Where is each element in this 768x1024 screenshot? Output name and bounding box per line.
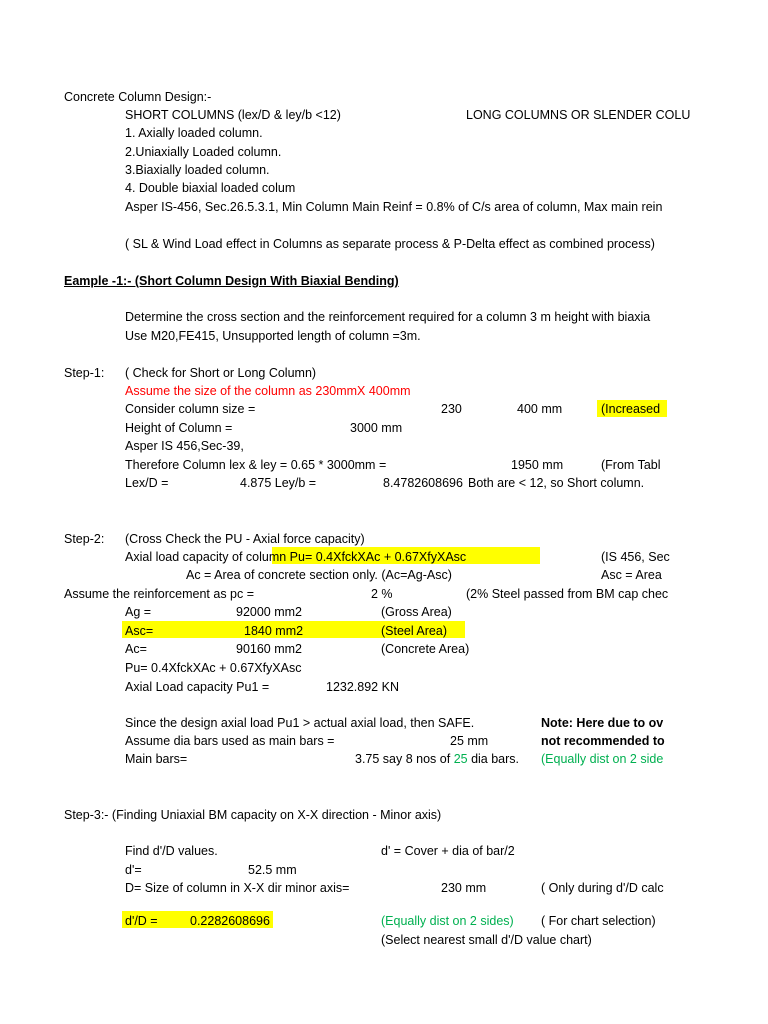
- dprime-definition: d' = Cover + dia of bar/2: [381, 844, 515, 858]
- dia-label: Assume dia bars used as main bars =: [125, 734, 335, 748]
- pc-note: (2% Steel passed from BM cap chec: [466, 587, 669, 601]
- pu1-value: 1232.892 KN: [326, 680, 399, 694]
- axial-capacity-text: Axial load capacity of column Pu= 0.4XfckXAc + 0.67XfyXAsc: [125, 550, 467, 564]
- equally-distributed-note-2: (Equally dist on 2 sides): [381, 914, 514, 928]
- dprime-label: d'=: [125, 863, 142, 877]
- example-description: Determine the cross section and the reinforcement required for a column 3 m height with biaxia: [125, 310, 651, 324]
- size-b-value: 230: [441, 402, 462, 416]
- ac-definition: Ac = Area of concrete section only. (Ac=Ag-Asc): [186, 568, 452, 582]
- dsize-label: D= Size of column in X-X dir minor axis=: [125, 881, 350, 895]
- asc-note: (Steel Area): [381, 624, 448, 638]
- height-label: Height of Column =: [125, 421, 233, 435]
- ratio-label: d'/D =: [125, 914, 158, 928]
- asc-label: Asc=: [125, 624, 154, 638]
- short-columns-heading: SHORT COLUMNS (lex/D & ley/b <12): [125, 108, 341, 122]
- dia-value: 25 mm: [450, 734, 489, 748]
- main-bars-label: Main bars=: [125, 752, 188, 766]
- lexd-label: Lex/D =: [125, 476, 169, 490]
- list-item: 4. Double biaxial loaded colum: [125, 181, 296, 195]
- asc-definition: Asc = Area: [601, 568, 662, 582]
- asper-note: Asper IS-456, Sec.26.5.3.1, Min Column Main Reinf = 0.8% of C/s area of column, Max main rein: [125, 200, 663, 214]
- size-d-value: 400 mm: [517, 402, 563, 416]
- ratio-value: 0.2282608696: [190, 914, 270, 928]
- leyb-value: 8.4782608696: [383, 476, 463, 490]
- lex-value: 1950 mm: [511, 458, 564, 472]
- intro-title: Concrete Column Design:-: [64, 90, 212, 104]
- asc-value: 1840 mm2: [244, 624, 304, 638]
- step2-label: Step-2:: [64, 532, 105, 546]
- assume-pc-label: Assume the reinforcement as pc =: [64, 587, 255, 601]
- pu1-label: Axial Load capacity Pu1 =: [125, 680, 270, 694]
- increased-note: (Increased: [601, 402, 661, 416]
- step1-label: Step-1:: [64, 366, 105, 380]
- select-chart-note: (Select nearest small d'/D value chart): [381, 933, 592, 947]
- ag-note: (Gross Area): [381, 605, 452, 619]
- short-column-result: Both are < 12, so Short column.: [468, 476, 645, 490]
- pu-formula: Pu= 0.4XfckXAc + 0.67XfyXAsc: [125, 661, 302, 675]
- lex-label: Therefore Column lex & ley = 0.65 * 3000mm =: [125, 458, 387, 472]
- ac-value: 90160 mm2: [236, 642, 303, 656]
- ag-label: Ag =: [125, 605, 152, 619]
- list-item: 1. Axially loaded column.: [125, 126, 263, 140]
- is456-ref: (IS 456, Sec: [601, 550, 670, 564]
- only-during-note: ( Only during d'/D calc: [541, 881, 664, 895]
- from-table-note: (From Tabl: [601, 458, 661, 472]
- step1-assume: Assume the size of the column as 230mmX 400mm: [125, 384, 411, 398]
- chart-selection-note: ( For chart selection): [541, 914, 656, 928]
- asper-is456: Asper IS 456,Sec-39,: [125, 439, 244, 453]
- safe-statement: Since the design axial load Pu1 > actual axial load, then SAFE.: [125, 716, 475, 730]
- list-item: 2.Uniaxially Loaded column.: [125, 145, 282, 159]
- list-item: 3.Biaxially loaded column.: [125, 163, 270, 177]
- load-effect-note: ( SL & Wind Load effect in Columns as separate process & P-Delta effect as combined process): [125, 237, 655, 251]
- consider-label: Consider column size =: [125, 402, 256, 416]
- find-values: Find d'/D values.: [125, 844, 218, 858]
- example-heading: Eample -1:- (Short Column Design With Biaxial Bending): [64, 274, 399, 288]
- ac-label: Ac=: [125, 642, 147, 656]
- height-value: 3000 mm: [350, 421, 403, 435]
- lexd-value: 4.875 Ley/b =: [240, 476, 317, 490]
- step1-title: ( Check for Short or Long Column): [125, 366, 317, 380]
- dsize-value: 230 mm: [441, 881, 487, 895]
- step2-title: (Cross Check the PU - Axial force capacity): [125, 532, 365, 546]
- long-columns-heading: LONG COLUMNS OR SLENDER COLU: [466, 108, 691, 122]
- main-bars-value: 3.75 say 8 nos of 25 dia bars.: [355, 752, 520, 766]
- ac-note: (Concrete Area): [381, 642, 470, 656]
- equally-distributed-note: (Equally dist on 2 side: [541, 752, 664, 766]
- note-text-2: not recommended to: [541, 734, 665, 748]
- ag-value: 92000 mm2: [236, 605, 303, 619]
- example-description-2: Use M20,FE415, Unsupported length of column =3m.: [125, 329, 421, 343]
- dprime-value: 52.5 mm: [248, 863, 297, 877]
- pc-value: 2 %: [371, 587, 393, 601]
- step3-title: Step-3:- (Finding Uniaxial BM capacity on X-X direction - Minor axis): [64, 808, 442, 822]
- note-text: Note: Here due to ov: [541, 716, 664, 730]
